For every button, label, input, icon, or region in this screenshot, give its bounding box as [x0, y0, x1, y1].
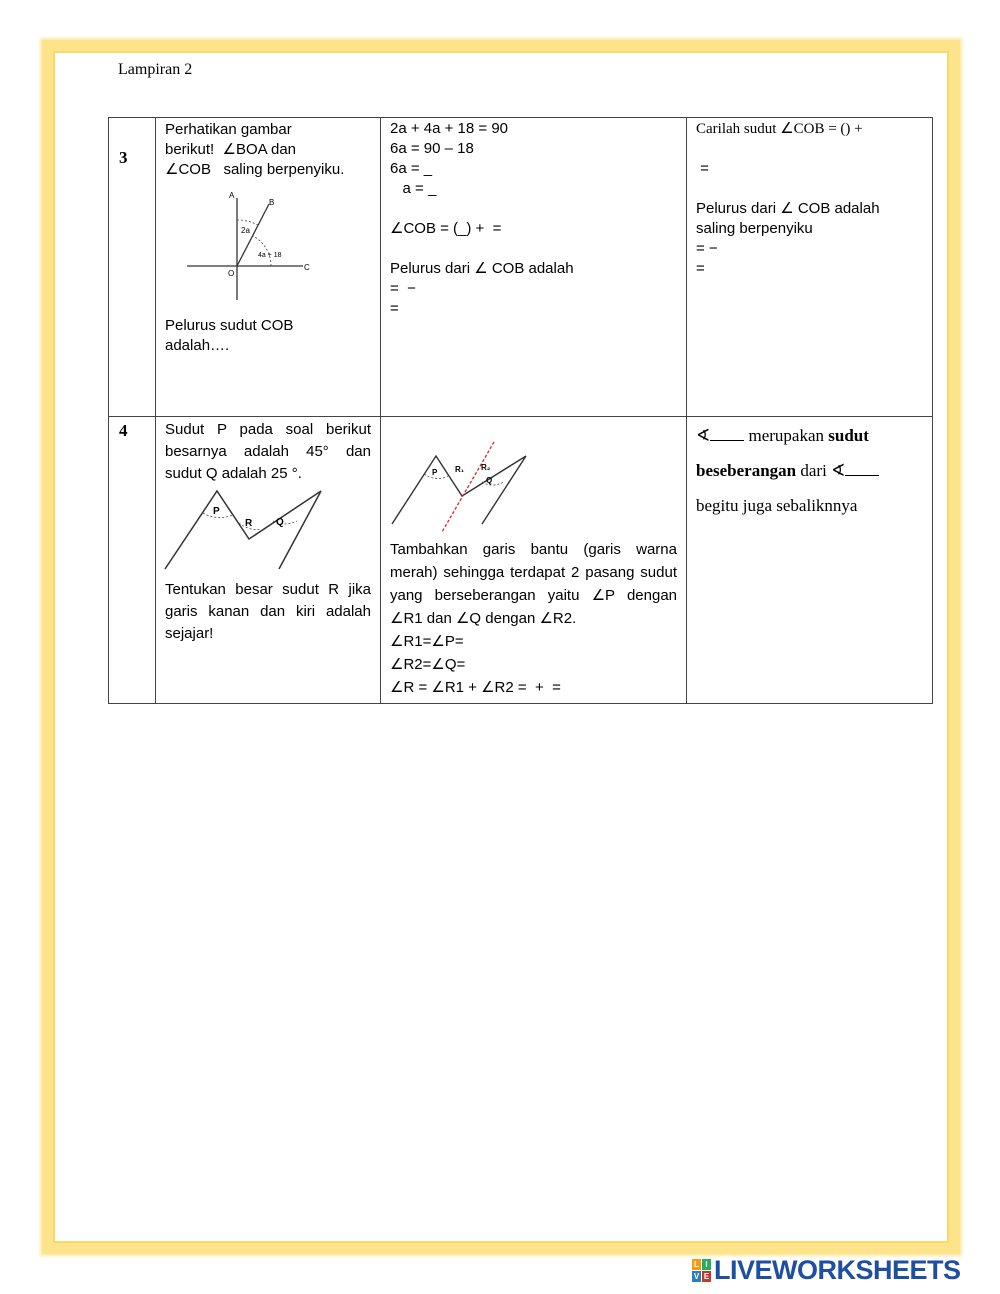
zigzag-guide-figure — [390, 440, 540, 534]
angle-figure — [185, 190, 335, 302]
hint-cell — [687, 417, 933, 704]
blank-line — [845, 464, 879, 476]
question-text: Sudut P pada soal berikut besarnya adalah 45° dan sudut Q adalah 25 °. — [165, 421, 371, 482]
hint-line: Pelurus dari ∠ COB adalah — [696, 200, 880, 217]
work-instructions: Tambahkan garis bantu (garis warna merah) sehingga terdapat 2 pasang sudut yang berseberangan yaitu ∠P dengan ∠R1 dan ∠Q dengan ∠R2. — [390, 541, 677, 627]
liveworksheets-logo — [692, 1256, 961, 1284]
hint-line — [696, 139, 923, 159]
hint-cell — [687, 118, 933, 417]
question-text: berikut! ∠BOA dan — [165, 141, 297, 158]
work-line: 6a = _ — [390, 160, 433, 177]
label-c: C — [304, 263, 310, 272]
work-line: ∠COB = (_) + = — [390, 220, 502, 237]
hint-text: dari — [800, 461, 827, 480]
logo-letter: E — [703, 1271, 710, 1281]
work-line: = − — [390, 280, 416, 297]
label-r1: R₁ — [455, 465, 465, 474]
question-number: 4 — [109, 417, 156, 704]
question-cell — [156, 417, 381, 704]
angle-symbol: ∢ — [696, 426, 711, 445]
label-q: Q — [276, 517, 284, 528]
logo-letter: L — [692, 1259, 701, 1270]
hint-line: saling berpenyiku — [696, 220, 813, 237]
hint-text: begitu juga sebaliknnya — [696, 496, 858, 515]
work-line: ∠R1=∠P= — [390, 633, 464, 650]
work-line — [390, 199, 677, 219]
label-o: O — [228, 269, 235, 278]
work-line: 2a + 4a + 18 = 90 — [390, 120, 509, 137]
angle-symbol: ∢ — [831, 461, 846, 480]
label-q: Q — [486, 476, 493, 485]
hint-line: = — [696, 160, 709, 177]
question-ask: Tentukan besar sudut R jika garis kanan dan kiri adalah sejajar! — [165, 581, 371, 642]
work-line: a = _ — [390, 180, 437, 197]
hint-line: = − — [696, 240, 718, 257]
label-p: P — [213, 506, 220, 517]
label-b: B — [269, 198, 275, 207]
label-r: R — [245, 518, 253, 529]
work-line: 6a = 90 – 18 — [390, 140, 474, 157]
question-number: 3 — [109, 118, 156, 417]
logo-text: LIVEWORKSHEETS — [714, 1254, 961, 1285]
work-cell — [381, 118, 687, 417]
work-line: ∠R = ∠R1 + ∠R2 = + = — [390, 679, 561, 696]
work-line: Pelurus dari ∠ COB adalah — [390, 260, 574, 277]
question-text: ∠COB saling berpenyiku. — [165, 161, 345, 178]
work-cell — [381, 417, 687, 704]
work-line: = — [390, 300, 399, 317]
label-angle-2a: 2a — [241, 226, 250, 235]
angle-arc-cob — [253, 236, 271, 266]
work-line: ∠R2=∠Q= — [390, 656, 466, 673]
logo-letter: V — [693, 1271, 700, 1281]
appendix-label: Lampiran 2 — [118, 61, 193, 78]
zigzag-figure — [157, 487, 367, 573]
question-ask: adalah…. — [165, 337, 230, 354]
hint-bold-text: sudut beseberangan — [696, 426, 869, 480]
hint-line — [696, 179, 923, 199]
hint-text: merupakan — [748, 426, 825, 445]
zigzag-lines — [165, 491, 321, 569]
angle-arc-boa — [237, 220, 258, 225]
label-r2: R₂ — [481, 463, 491, 472]
question-ask: Pelurus sudut COB — [165, 317, 294, 334]
hint-line: Carilah sudut ∠COB = () + — [696, 121, 863, 137]
question-text: Perhatikan gambar — [165, 121, 292, 138]
question-cell — [156, 118, 381, 417]
worksheet-table — [108, 117, 933, 704]
hint-paragraph — [696, 418, 923, 523]
logo-letter: I — [702, 1259, 711, 1270]
label-angle-4a18: 4a + 18 — [258, 252, 282, 259]
work-line — [390, 239, 677, 259]
table-row — [109, 417, 933, 704]
table-row — [109, 118, 933, 417]
hint-line: = — [696, 260, 705, 277]
blank-line — [710, 429, 744, 441]
logo-mark-icon — [692, 1259, 711, 1282]
label-a: A — [229, 191, 235, 200]
label-p: P — [432, 468, 438, 477]
